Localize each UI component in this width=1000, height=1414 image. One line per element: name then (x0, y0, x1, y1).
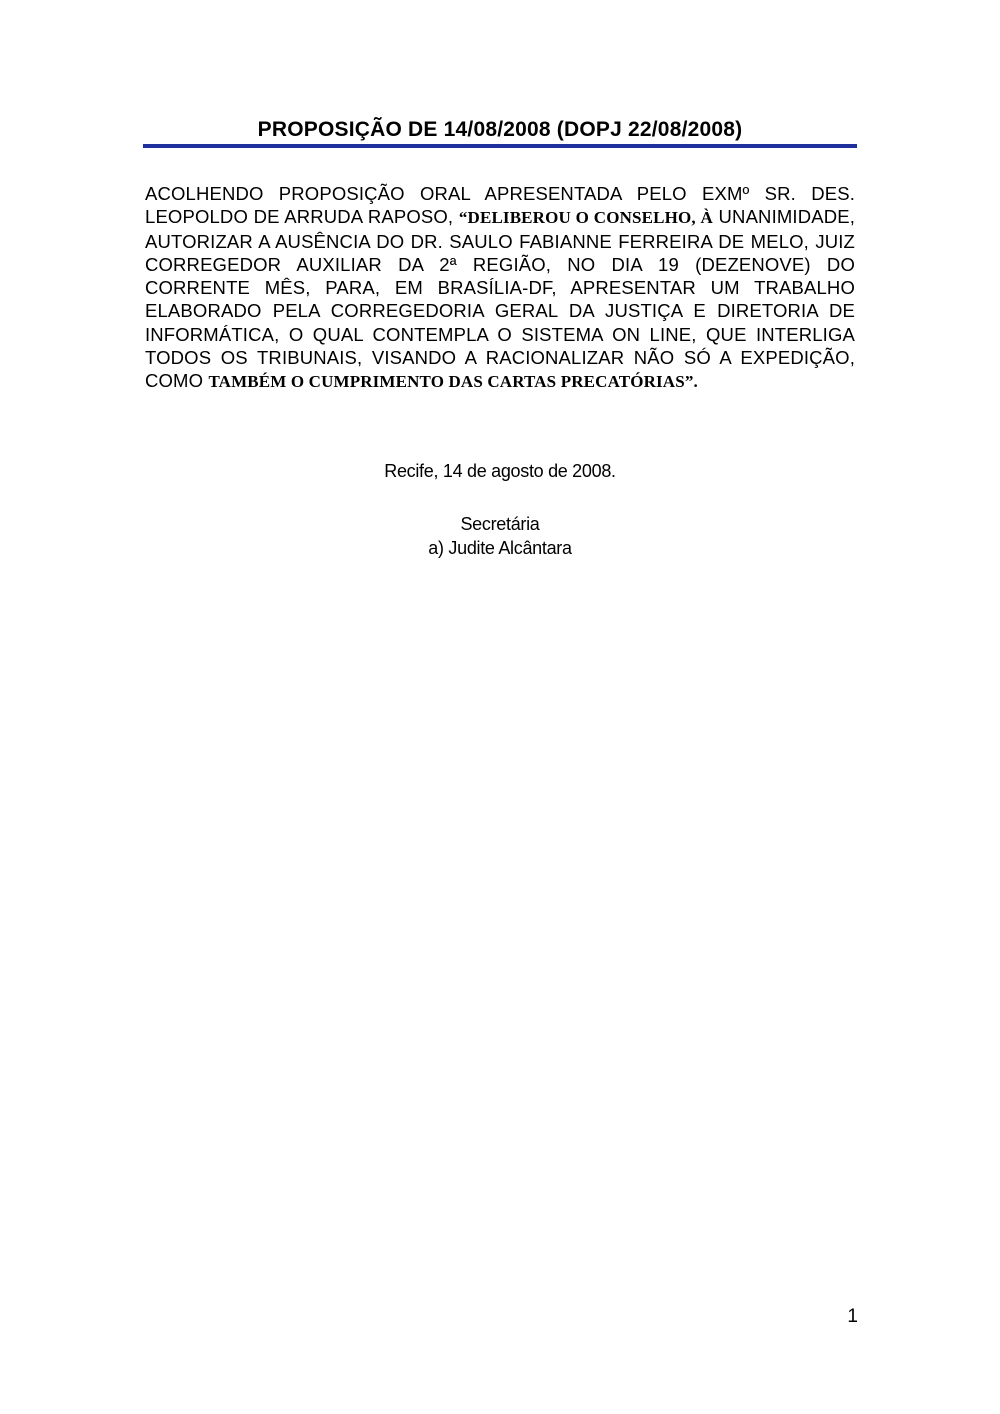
document-title: PROPOSIÇÃO DE 14/08/2008 (DOPJ 22/08/2008) (257, 118, 743, 141)
place-date: Recife, 14 de agosto de 2008. (384, 461, 616, 481)
body-main-text: UNANIMIDADE, AUTORIZAR A AUSÊNCIA DO DR. SAULO FABIANNE FERREIRA DE MELO, JUIZ CORREGEDOR AUXILIAR DA 2ª REGIÃO, NO DIA 19 (DEZENOVE) DO CORRENTE MÊS, PARA, EM BRASÍLIA-DF, APRESENTAR UM TRABALHO ELABORADO PELA CORREGEDORIA GERAL DA JUSTIÇA E DIRETORIA DE INFORMÁTICA, O QUAL CONTEMPLA O SISTEMA ON LINE, QUE INTERLIGA TODOS OS TRIBUNAIS, VISANDO A RACIONALIZAR NÃO SÓ A EXPEDIÇÃO, COMO (145, 206, 855, 392)
body-emphasis-end: TAMBÉM O CUMPRIMENTO DAS CARTAS PRECATÓRIAS”. (208, 372, 698, 392)
body-paragraph (145, 182, 855, 394)
page-number: 1 (847, 1306, 858, 1327)
title-underline-rule (143, 144, 857, 148)
signature-role: Secretária (460, 514, 540, 534)
body-emphasis-start: “DELIBEROU O CONSELHO, À (458, 208, 713, 228)
body-intro-text: ACOLHENDO PROPOSIÇÃO ORAL APRESENTADA PELO EXMº SR. DES. LEOPOLDO DE ARRUDA RAPOSO, (145, 183, 855, 228)
signature-name: a) Judite Alcântara (428, 538, 572, 558)
